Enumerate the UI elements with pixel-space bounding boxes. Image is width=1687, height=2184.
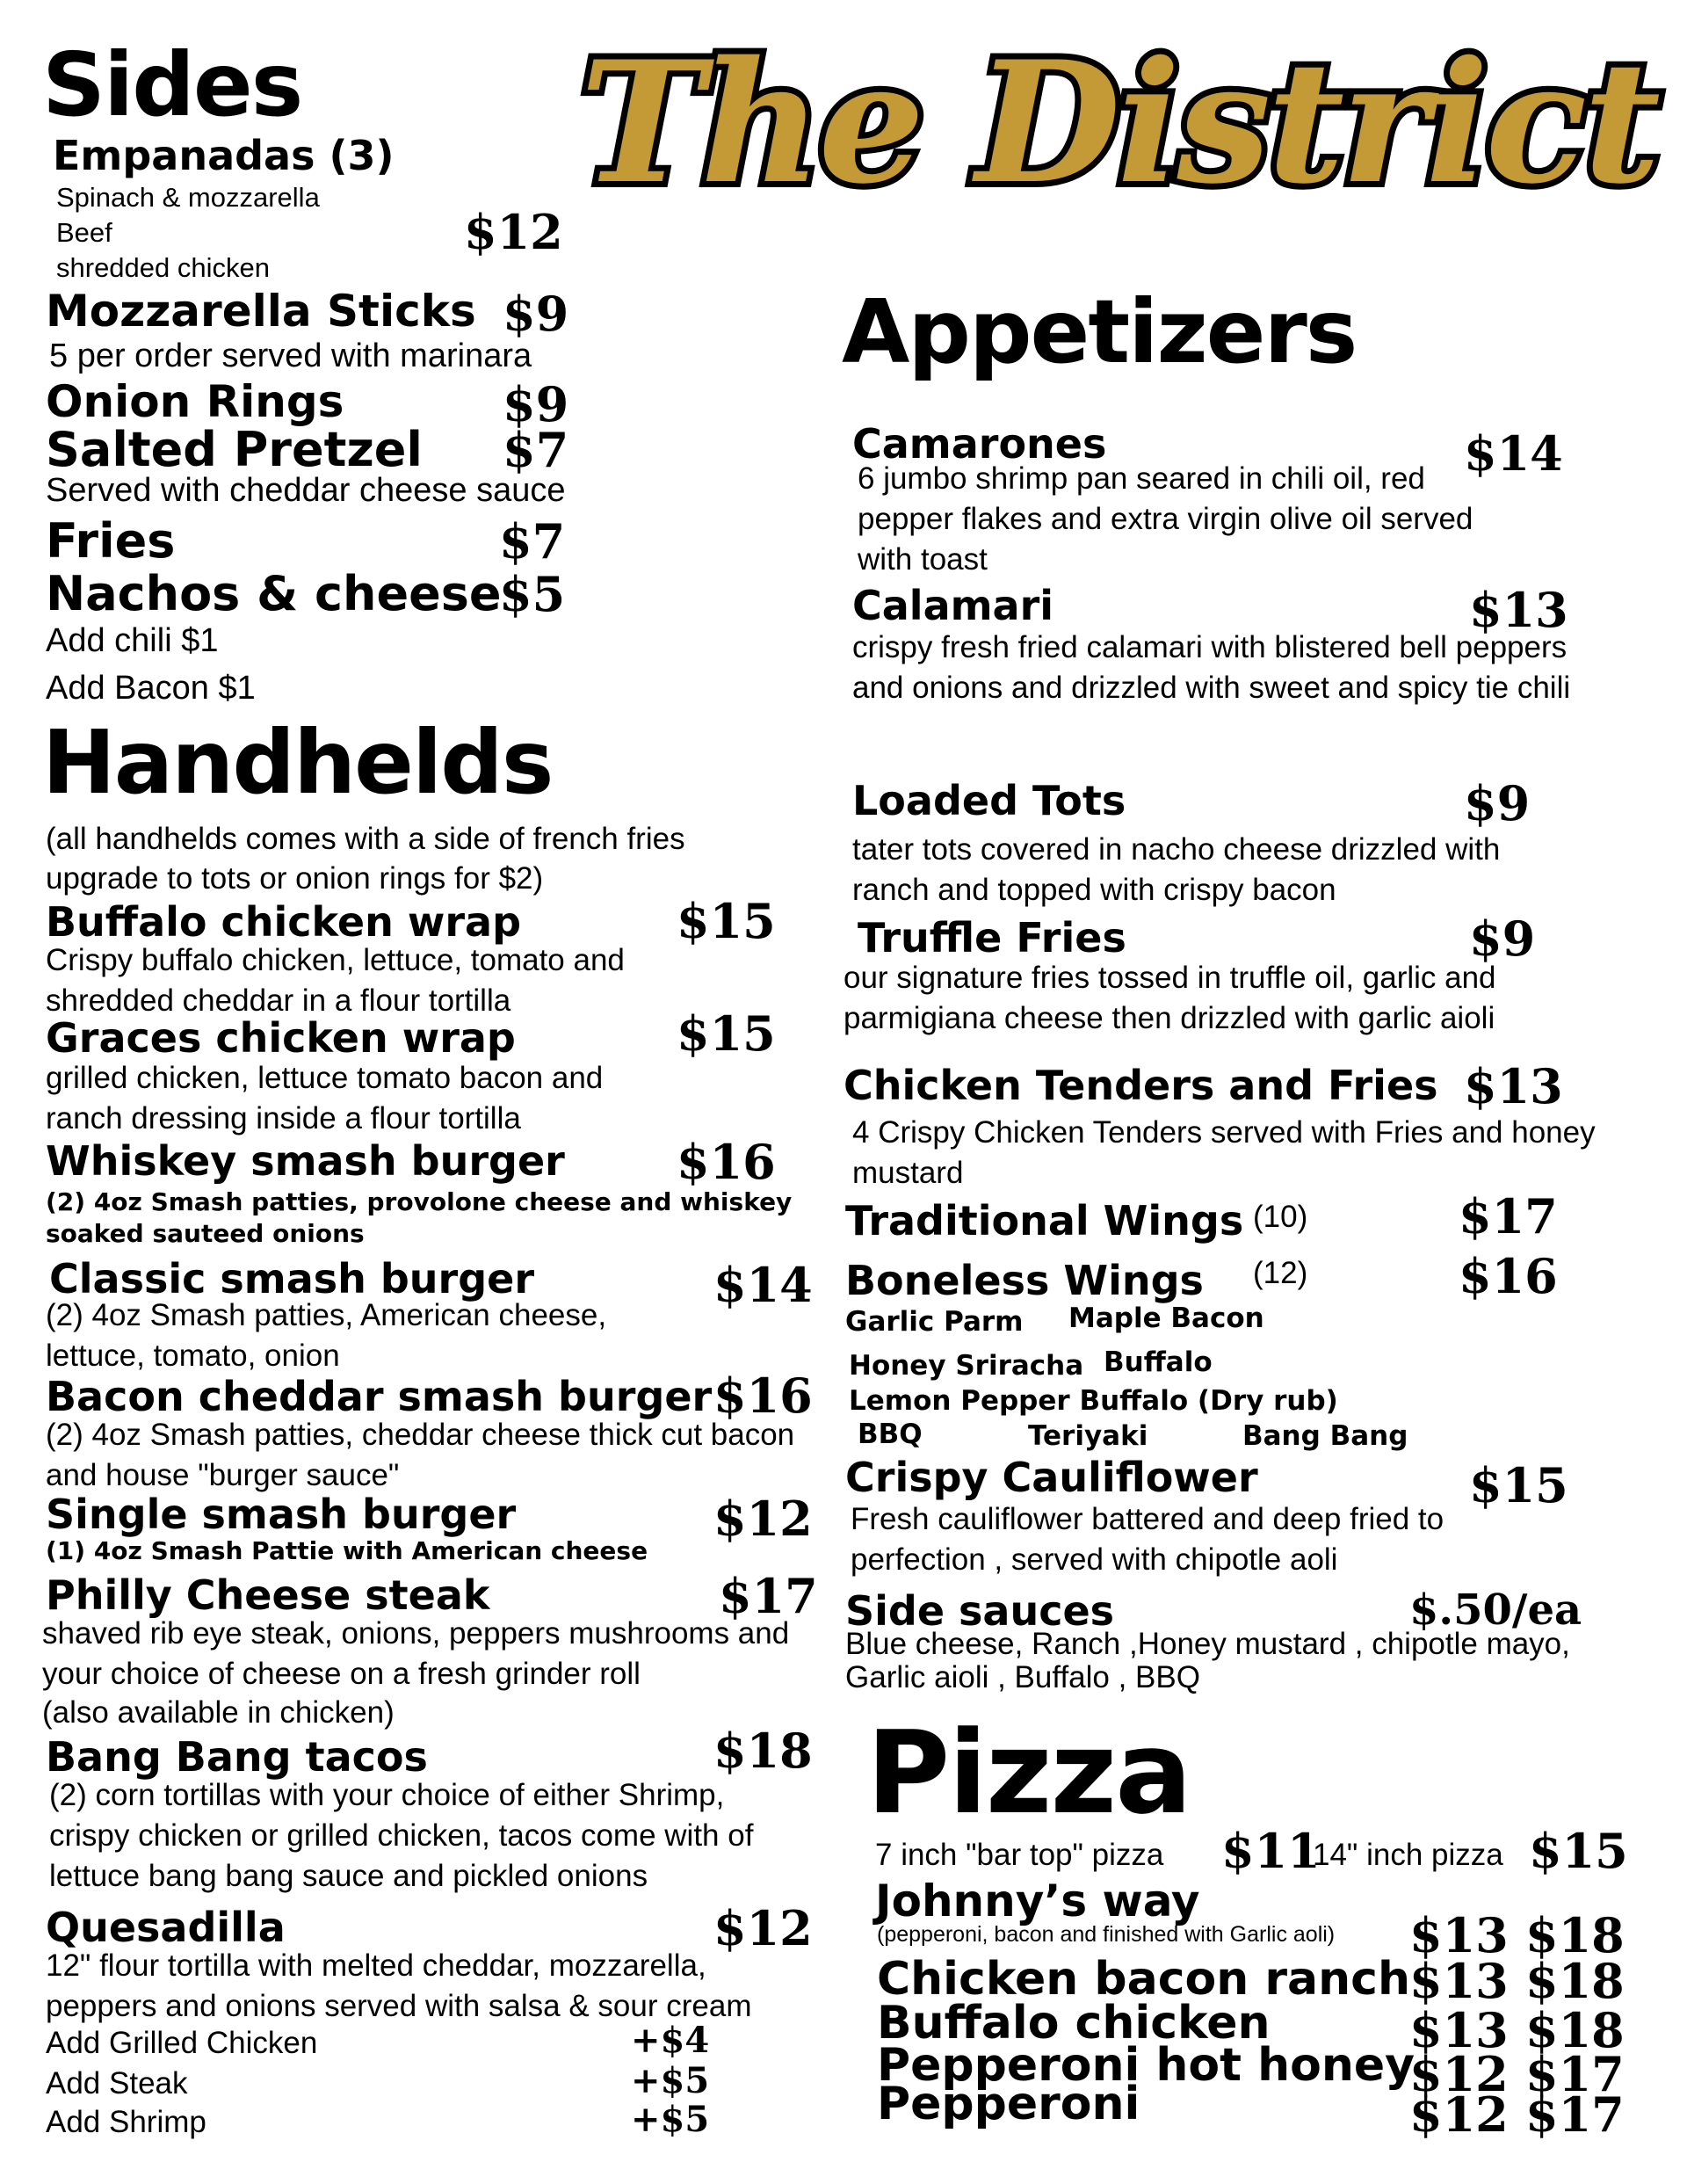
handheld-name: Quesadilla bbox=[46, 1904, 286, 1951]
handheld-price: $18 bbox=[713, 1723, 813, 1779]
handhelds-note: (all handhelds comes with a side of french fries bbox=[46, 822, 685, 856]
addon-label: Add Grilled Chicken bbox=[46, 2026, 318, 2060]
appetizer-desc: 6 jumbo shrimp pan seared in chili oil, red pepper flakes and extra virgin olive oil served with toast bbox=[858, 461, 1473, 577]
pizza-price-large: $18 bbox=[1525, 1907, 1625, 1963]
handheld-desc: shaved rib eye steak, onions, peppers mushrooms and your choice of cheese on a fresh grinder roll bbox=[42, 1616, 790, 1691]
handhelds-note: upgrade to tots or onion rings for $2) bbox=[46, 861, 544, 896]
onion-rings-name: Onion Rings bbox=[46, 376, 344, 427]
wing-flavor: Buffalo bbox=[1104, 1346, 1213, 1378]
handheld-desc: Crispy buffalo chicken, lettuce, tomato and shredded cheddar in a flour tortilla bbox=[46, 943, 625, 1018]
addon-price: +$4 bbox=[631, 2020, 710, 2061]
handheld-name: Whiskey smash burger bbox=[46, 1137, 565, 1185]
pizza-name: Chicken bacon ranch bbox=[877, 1953, 1410, 2006]
side-sauces-price: $.50/ea bbox=[1409, 1585, 1582, 1635]
nachos-addon: Add Bacon $1 bbox=[46, 670, 256, 707]
empanadas-option: shredded chicken bbox=[56, 252, 270, 283]
wings-count: (12) bbox=[1253, 1256, 1308, 1290]
addon-price: +$5 bbox=[631, 2060, 710, 2101]
salted-pretzel-desc: Served with cheddar cheese sauce bbox=[46, 472, 566, 509]
empanadas-price: $12 bbox=[464, 204, 563, 260]
wings-count: (10) bbox=[1253, 1200, 1308, 1234]
handheld-price: $16 bbox=[713, 1368, 813, 1424]
handheld-name: Bacon cheddar smash burger bbox=[46, 1373, 713, 1420]
handheld-name: Classic smash burger bbox=[49, 1255, 535, 1302]
appetizer-price: $13 bbox=[1464, 1058, 1563, 1114]
handheld-name: Single smash burger bbox=[46, 1491, 517, 1538]
appetizer-desc: tater tots covered in nacho cheese drizzled with ranch and topped with crispy bacon bbox=[852, 832, 1501, 907]
appetizer-price: $9 bbox=[1469, 911, 1536, 967]
logo: The District bbox=[580, 25, 1657, 221]
addon-price: +$5 bbox=[631, 2099, 710, 2140]
appetizer-name: Loaded Tots bbox=[852, 777, 1126, 824]
wing-flavor: BBQ bbox=[858, 1419, 923, 1450]
empanadas-option: Spinach & mozzarella bbox=[56, 182, 320, 213]
wing-flavor: Maple Bacon bbox=[1068, 1302, 1264, 1334]
pizza-price-large: $17 bbox=[1525, 2046, 1625, 2102]
handheld-desc: (2) 4oz Smash patties, provolone cheese and whiskey soaked sauteed onions bbox=[46, 1187, 793, 1248]
handheld-desc: 12" flour tortilla with melted cheddar, mozzarella, peppers and onions served with salsa & sour cream bbox=[46, 1948, 752, 2023]
handheld-name: Buffalo chicken wrap bbox=[46, 898, 522, 946]
handheld-desc: grilled chicken, lettuce tomato bacon and ranch dressing inside a flour tortilla bbox=[46, 1061, 604, 1136]
addon-label: Add Steak bbox=[46, 2066, 188, 2101]
empanadas-option: Beef bbox=[56, 217, 112, 248]
pizza-price-small: $12 bbox=[1409, 2086, 1509, 2143]
appetizers-heading: Appetizers bbox=[842, 280, 1357, 383]
mozzarella-sticks-desc: 5 per order served with marinara bbox=[49, 337, 532, 374]
handheld-name: Graces chicken wrap bbox=[46, 1014, 516, 1062]
pizza-desc: (pepperoni, bacon and finished with Garlic aoli) bbox=[877, 1922, 1336, 1947]
pizza-name: Pepperoni hot honey bbox=[877, 2039, 1415, 2092]
pizza-price-large: $18 bbox=[1525, 2002, 1625, 2058]
pizza-price-large: $17 bbox=[1525, 2086, 1625, 2143]
pizza-price-large: $18 bbox=[1525, 1953, 1625, 2009]
wings-name: Boneless Wings bbox=[845, 1257, 1204, 1304]
fries-name: Fries bbox=[46, 513, 176, 569]
nachos-name: Nachos & cheese bbox=[46, 566, 502, 621]
addon-label: Add Shrimp bbox=[46, 2105, 206, 2139]
appetizer-price: $13 bbox=[1469, 582, 1568, 638]
handheld-desc: (1) 4oz Smash Pattie with American cheese bbox=[46, 1536, 648, 1565]
nachos-price: $5 bbox=[499, 566, 566, 622]
wing-flavor: Lemon Pepper Buffalo (Dry rub) bbox=[849, 1385, 1338, 1417]
side-sauces-desc: Blue cheese, Ranch ,Honey mustard , chipotle mayo, Garlic aioli , Buffalo , BBQ bbox=[845, 1627, 1570, 1694]
appetizer-name: Truffle Fries bbox=[858, 914, 1126, 961]
handheld-desc: (2) 4oz Smash patties, American cheese, lettuce, tomato, onion bbox=[46, 1298, 607, 1373]
handheld-price: $16 bbox=[677, 1134, 776, 1190]
pizza-small-price: $11 bbox=[1221, 1823, 1321, 1879]
appetizer-price: $9 bbox=[1464, 775, 1531, 831]
handheld-price: $17 bbox=[719, 1568, 818, 1624]
mozzarella-sticks-price: $9 bbox=[503, 286, 569, 342]
pizza-price-small: $13 bbox=[1409, 2002, 1509, 2058]
pizza-name: Johnny’s way bbox=[875, 1876, 1200, 1926]
wing-flavor: Honey Sriracha bbox=[849, 1350, 1084, 1382]
appetizer-name: Chicken Tenders and Fries bbox=[844, 1062, 1438, 1109]
nachos-addon: Add chili $1 bbox=[46, 622, 219, 659]
pizza-price-small: $13 bbox=[1409, 1907, 1509, 1963]
handheld-price: $12 bbox=[713, 1900, 813, 1956]
salted-pretzel-name: Salted Pretzel bbox=[46, 422, 423, 477]
empanadas-name: Empanadas (3) bbox=[53, 132, 395, 179]
wings-price: $16 bbox=[1459, 1248, 1558, 1304]
handheld-desc: (2) corn tortillas with your choice of either Shrimp, crispy chicken or grilled chicken, tacos come with of lettuce bang bang sauce and pickled onions bbox=[49, 1778, 754, 1893]
pizza-price-small: $13 bbox=[1409, 1953, 1509, 2009]
side-sauces-name: Side sauces bbox=[845, 1587, 1115, 1635]
wings-price: $17 bbox=[1459, 1188, 1558, 1244]
pizza-name: Buffalo chicken bbox=[877, 1997, 1271, 2050]
wing-flavor: Garlic Parm bbox=[845, 1306, 1024, 1338]
handhelds-heading: Handhelds bbox=[42, 711, 553, 814]
handheld-desc: (2) 4oz Smash patties, cheddar cheese thick cut bacon and house "burger sauce" bbox=[46, 1418, 795, 1492]
onion-rings-price: $9 bbox=[503, 376, 569, 432]
wing-flavor: Bang Bang bbox=[1242, 1420, 1408, 1452]
appetizer-name: Camarones bbox=[852, 420, 1107, 468]
pizza-price-small: $12 bbox=[1409, 2046, 1509, 2102]
salted-pretzel-price: $7 bbox=[503, 422, 569, 478]
handheld-price: $12 bbox=[713, 1491, 813, 1547]
appetizer-desc: crispy fresh fried calamari with blistered bell peppers and onions and drizzled with sweet and spicy tie chili bbox=[852, 630, 1571, 705]
handheld-price: $15 bbox=[677, 893, 776, 949]
cauliflower-desc: Fresh cauliflower battered and deep fried to perfection , served with chipotle aoli bbox=[851, 1502, 1444, 1577]
wings-name: Traditional Wings bbox=[845, 1197, 1244, 1244]
handheld-extra: (also available in chicken) bbox=[42, 1695, 395, 1730]
mozzarella-sticks-name: Mozzarella Sticks bbox=[46, 286, 476, 337]
sides-heading: Sides bbox=[42, 33, 302, 136]
pizza-large-label: 14" inch pizza bbox=[1313, 1838, 1503, 1872]
handheld-price: $14 bbox=[713, 1257, 813, 1313]
fries-price: $7 bbox=[499, 513, 566, 570]
handheld-name: Bang Bang tacos bbox=[46, 1733, 428, 1781]
appetizer-desc: 4 Crispy Chicken Tenders served with Fries and honey mustard bbox=[852, 1115, 1596, 1190]
appetizer-price: $14 bbox=[1464, 425, 1563, 482]
appetizer-desc: our signature fries tossed in truffle oil, garlic and parmigiana cheese then drizzled with garlic aioli bbox=[844, 961, 1496, 1035]
pizza-name: Pepperoni bbox=[877, 2078, 1140, 2130]
wing-flavor: Teriyaki bbox=[1028, 1420, 1148, 1452]
pizza-large-price: $15 bbox=[1529, 1823, 1628, 1879]
handheld-name: Philly Cheese steak bbox=[46, 1571, 490, 1619]
cauliflower-price: $15 bbox=[1469, 1457, 1568, 1513]
pizza-small-label: 7 inch "bar top" pizza bbox=[875, 1838, 1164, 1872]
handheld-price: $15 bbox=[677, 1005, 776, 1062]
pizza-heading: Pizza bbox=[866, 1706, 1191, 1839]
appetizer-name: Calamari bbox=[852, 582, 1054, 629]
cauliflower-name: Crispy Cauliflower bbox=[845, 1454, 1258, 1501]
